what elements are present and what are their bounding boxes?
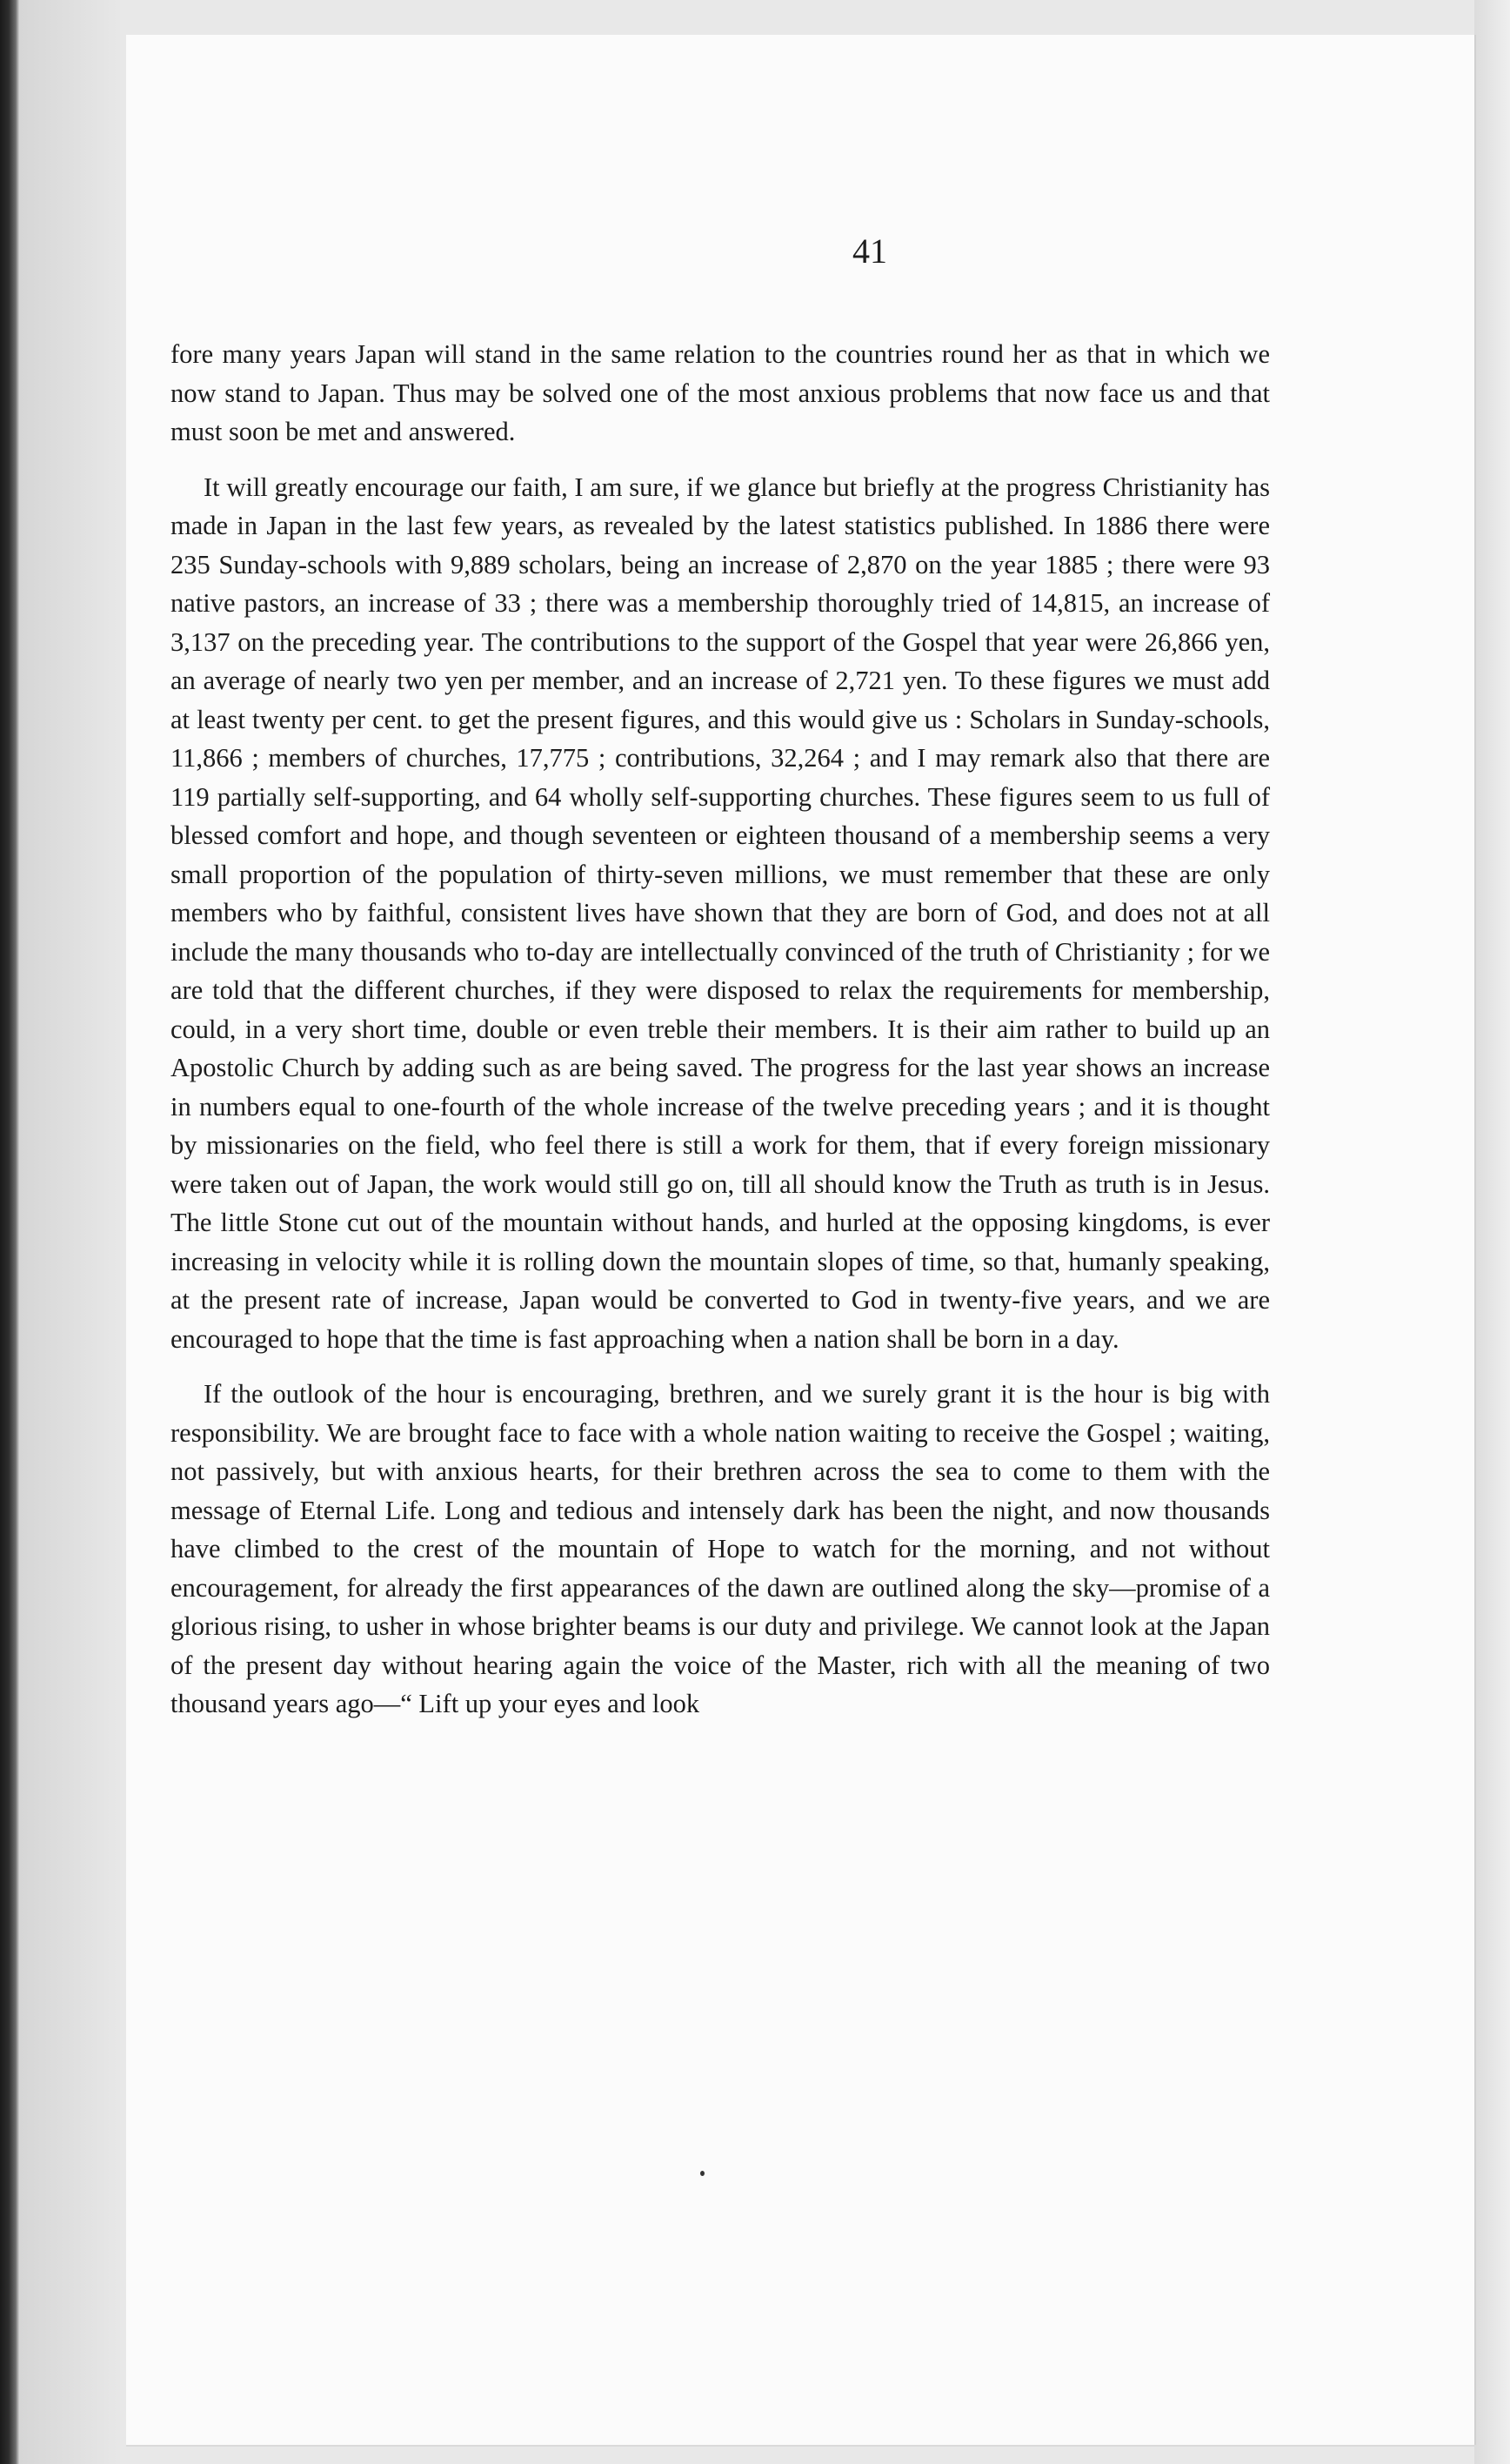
book-gutter: [19, 0, 124, 2464]
body-text: [170, 335, 1270, 1724]
adjacent-page-edge: [0, 0, 19, 2464]
paragraph-continuation: fore many years Japan will stand in the same relation to the countries round her as that in which we now stand to Japan. Thus may be solved one of the most anxious problems that now face us and that must soon be met and answered.: [170, 339, 1270, 446]
ink-speck: [700, 2171, 705, 2176]
paragraph-statistics: It will greatly encourage our faith, I am sure, if we glance but briefly at the progress Christianity has made in Japan in the last few years, as revealed by the latest statistics published. In 1886 there were 235 Sunday-schools with 9,889 scholars, being an increase of 2,870 on the year 1885 ; there were 93 native pastors, an increase of 33 ; there was a membership thoroughly tried of 14,815, an increase of 3,137 on the preceding year. The contributions to the support of the Gospel that year were 26,866 yen, an average of nearly two yen per member, and an increase of 2,721 yen. To these figures we must add at least twenty per cent. to get the present figures, and this would give us : Scholars in Sunday-schools, 11,866 ; members of churches, 17,775 ; contributions, 32,264 ; and I may remark also that there are 119 partially self-supporting, and 64 wholly self-supporting churches. These figures seem to us full of blessed comfort and hope, and though seventeen or eighteen thousand of a membership seems a very small proportion of the population of thirty-seven millions, we must remember that these are only members who by faithful, consistent lives have shown that they are born of God, and does not at all include the many thousands who to-day are intellectually convinced of the truth of Christianity ; for we are told that the different churches, if they were disposed to relax the requirements for membership, could, in a very short time, double or even treble their members. It is their aim rather to build up an Apostolic Church by adding such as are being saved. The progress for the last year shows an increase in numbers equal to one-fourth of the whole increase of the twelve preceding years ; and it is thought by missionaries on the field, who feel there is still a work for them, that if every foreign missionary were taken out of Japan, the work would still go on, till all should know the Truth as truth is in Jesus. The little Stone cut out of the mountain without hands, and hurled at the opposing kingdoms, is ever increasing in velocity while it is rolling down the mountain slopes of time, so that, humanly speaking, at the present rate of increase, Japan would be converted to God in twenty-five years, and we are encouraged to hope that the time is fast approaching when a nation shall be born in a day.: [170, 472, 1270, 1354]
book-page: [126, 35, 1474, 2445]
page-number: 41: [852, 231, 887, 271]
scan-right-margin: [1474, 0, 1510, 2464]
paragraph-outlook: If the outlook of the hour is encouraging, brethren, and we surely grant it is the hour is big with responsibility. We are brought face to face with a whole nation waiting to receive the Gospel ; waiting, not passively, but with anxious hearts, for their brethren across the sea to come to them with the message of Eternal Life. Long and tedious and intensely dark has been the night, and now thousands have climbed to the crest of the mountain of Hope to watch for the morning, and not without encouragement, for already the first appearances of the dawn are outlined along the sky—promise of a glorious rising, to usher in whose brighter beams is our duty and privilege. We cannot look at the Japan of the present day without hearing again the voice of the Master, rich with all the meaning of two thousand years ago—“ Lift up your eyes and look: [170, 1379, 1270, 1718]
